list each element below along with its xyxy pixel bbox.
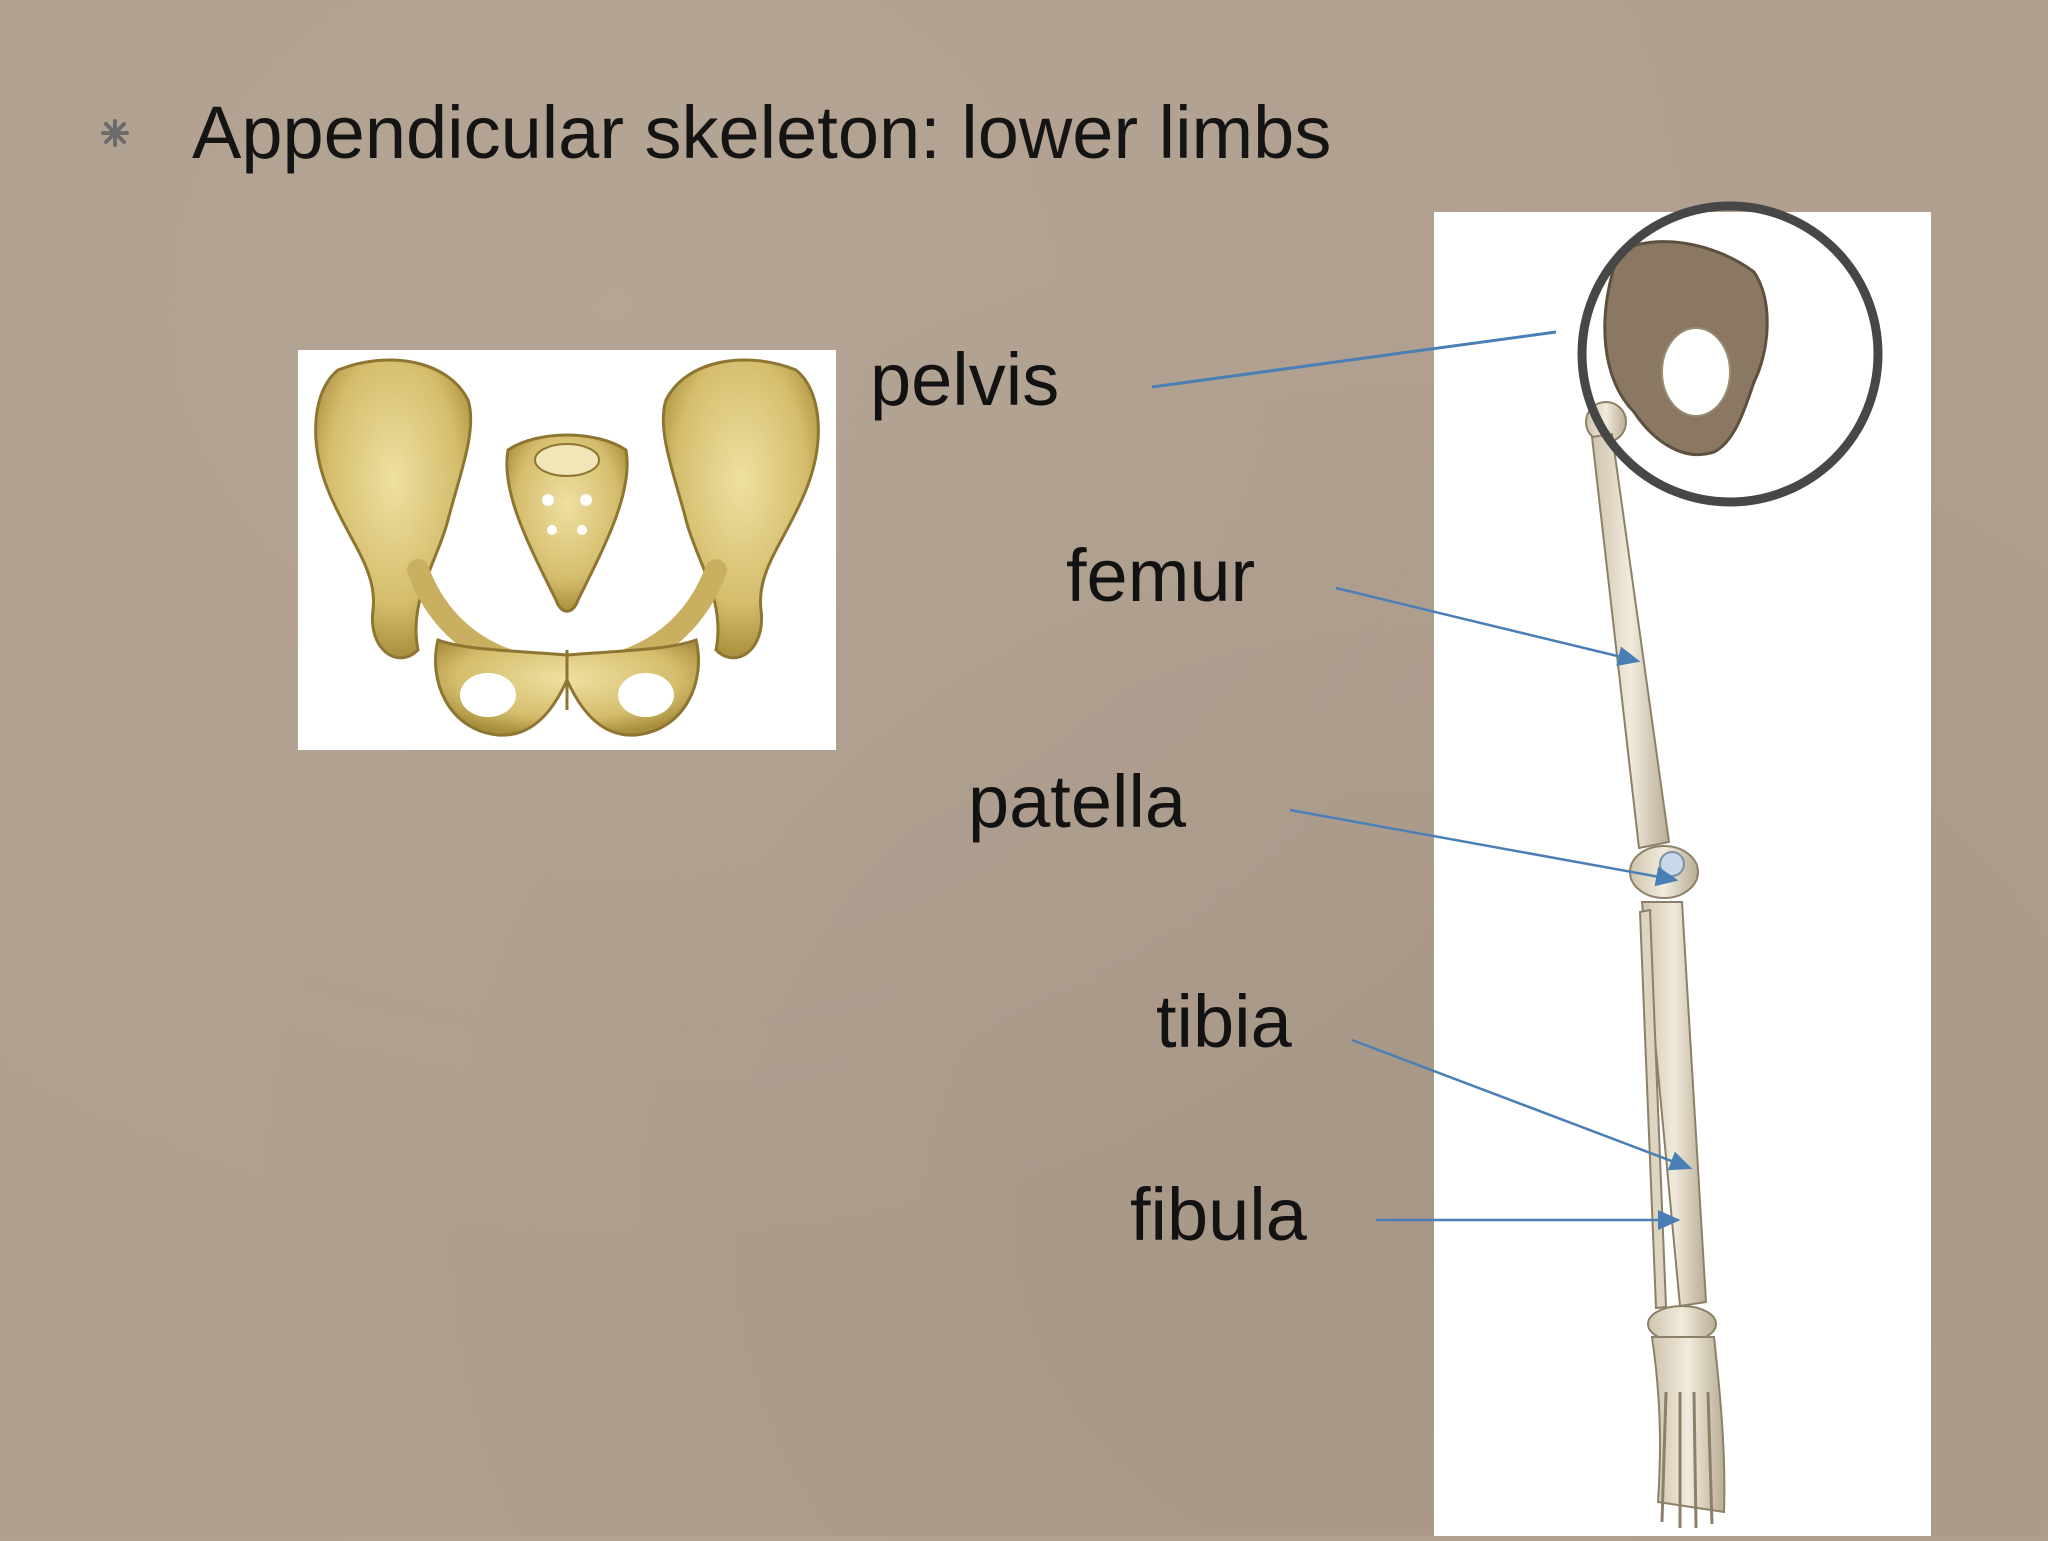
label-femur: femur (1066, 534, 1256, 617)
pelvis-illustration (298, 350, 836, 750)
pelvis-image (298, 350, 836, 750)
lower-limb-image (1434, 212, 1931, 1536)
label-tibia: tibia (1156, 980, 1292, 1063)
slide-title: Appendicular skeleton: lower limbs (192, 91, 1332, 174)
asterisk-bullet-icon (100, 118, 130, 148)
lower-limb-illustration (1434, 212, 1931, 1536)
label-pelvis: pelvis (870, 338, 1060, 421)
label-fibula: fibula (1130, 1173, 1307, 1256)
label-patella: patella (968, 760, 1187, 843)
